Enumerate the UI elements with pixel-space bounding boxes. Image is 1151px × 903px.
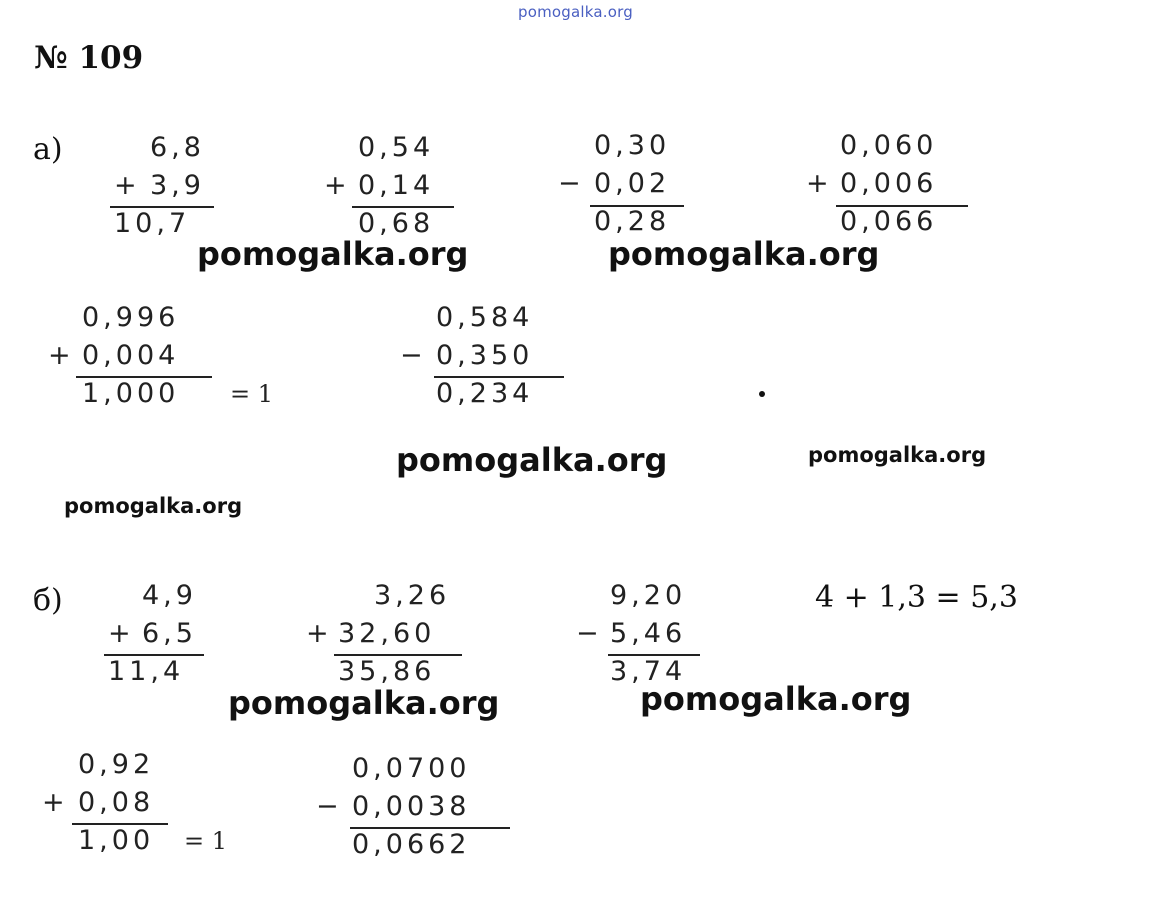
operand-bottom: 0,004 [82, 340, 180, 371]
operand-bottom: 0,08 [78, 787, 155, 818]
plus-sign: + [42, 787, 65, 818]
equation-check: 4 + 1,3 = 5,3 [815, 580, 1018, 615]
operand-bottom: 0,006 [840, 168, 938, 199]
column-addition-a1 [110, 129, 220, 243]
result: 1,00 [78, 825, 155, 856]
plus-sign: + [48, 340, 71, 371]
result: 10,7 [114, 208, 191, 239]
column-addition-b2 [302, 577, 482, 691]
result: 0,0662 [352, 829, 471, 860]
operand-top: 0,060 [840, 130, 938, 161]
operand-bottom: 5,46 [610, 618, 687, 649]
operand-bottom: 0,350 [436, 340, 534, 371]
operand-top: 0,92 [78, 749, 155, 780]
operand-top: 3,26 [374, 580, 451, 611]
column-addition-a5 [44, 299, 284, 413]
operand-top: 0,0700 [352, 753, 471, 784]
plus-sign: + [324, 170, 347, 201]
section-a-label: а) [33, 132, 63, 167]
column-subtraction-b5 [314, 750, 534, 864]
plus-sign: + [114, 170, 137, 201]
operand-top: 0,54 [358, 132, 435, 163]
operand-bottom: 0,14 [358, 170, 435, 201]
plus-sign: + [806, 168, 829, 199]
operand-top: 4,9 [142, 580, 197, 611]
plus-sign: + [306, 618, 329, 649]
plus-sign: + [108, 618, 131, 649]
section-b-label: б) [33, 583, 63, 618]
result: 0,234 [436, 378, 534, 409]
operand-bottom: 0,0038 [352, 791, 471, 822]
result: 1,000 [82, 378, 180, 409]
result: 0,68 [358, 208, 435, 239]
column-addition-a4 [802, 127, 982, 241]
watermark: pomogalka.org [396, 441, 668, 479]
minus-sign: − [400, 340, 423, 371]
operand-top: 9,20 [610, 580, 687, 611]
stray-dot [759, 391, 765, 397]
top-watermark: pomogalka.org [518, 3, 633, 21]
column-addition-b4 [38, 746, 258, 860]
exercise-number: № 109 [34, 40, 144, 76]
result: 0,28 [594, 206, 671, 237]
watermark: pomogalka.org [228, 684, 500, 722]
watermark: pomogalka.org [640, 680, 912, 718]
result: 35,86 [338, 656, 436, 687]
minus-sign: − [558, 168, 581, 199]
operand-bottom: 0,02 [594, 168, 671, 199]
column-addition-a2 [320, 129, 460, 243]
operand-top: 0,30 [594, 130, 671, 161]
equals-one: = 1 [230, 380, 274, 408]
operand-bottom: 6,5 [142, 618, 197, 649]
result: 3,74 [610, 656, 687, 687]
operand-top: 6,8 [150, 132, 205, 163]
watermark: pomogalka.org [64, 494, 243, 518]
column-addition-b1 [104, 577, 224, 691]
operand-bottom: 32,60 [338, 618, 436, 649]
watermark: pomogalka.org [808, 443, 987, 467]
operand-bottom: 3,9 [150, 170, 205, 201]
watermark: pomogalka.org [608, 235, 880, 273]
column-subtraction-a3 [556, 127, 696, 241]
operand-top: 0,584 [436, 302, 534, 333]
column-subtraction-b3 [574, 577, 714, 691]
operand-top: 0,996 [82, 302, 180, 333]
result: 11,4 [108, 656, 185, 687]
result: 0,066 [840, 206, 938, 237]
equals-one: = 1 [184, 827, 228, 855]
column-subtraction-a6 [398, 299, 578, 413]
minus-sign: − [576, 618, 599, 649]
minus-sign: − [316, 791, 339, 822]
watermark: pomogalka.org [197, 235, 469, 273]
